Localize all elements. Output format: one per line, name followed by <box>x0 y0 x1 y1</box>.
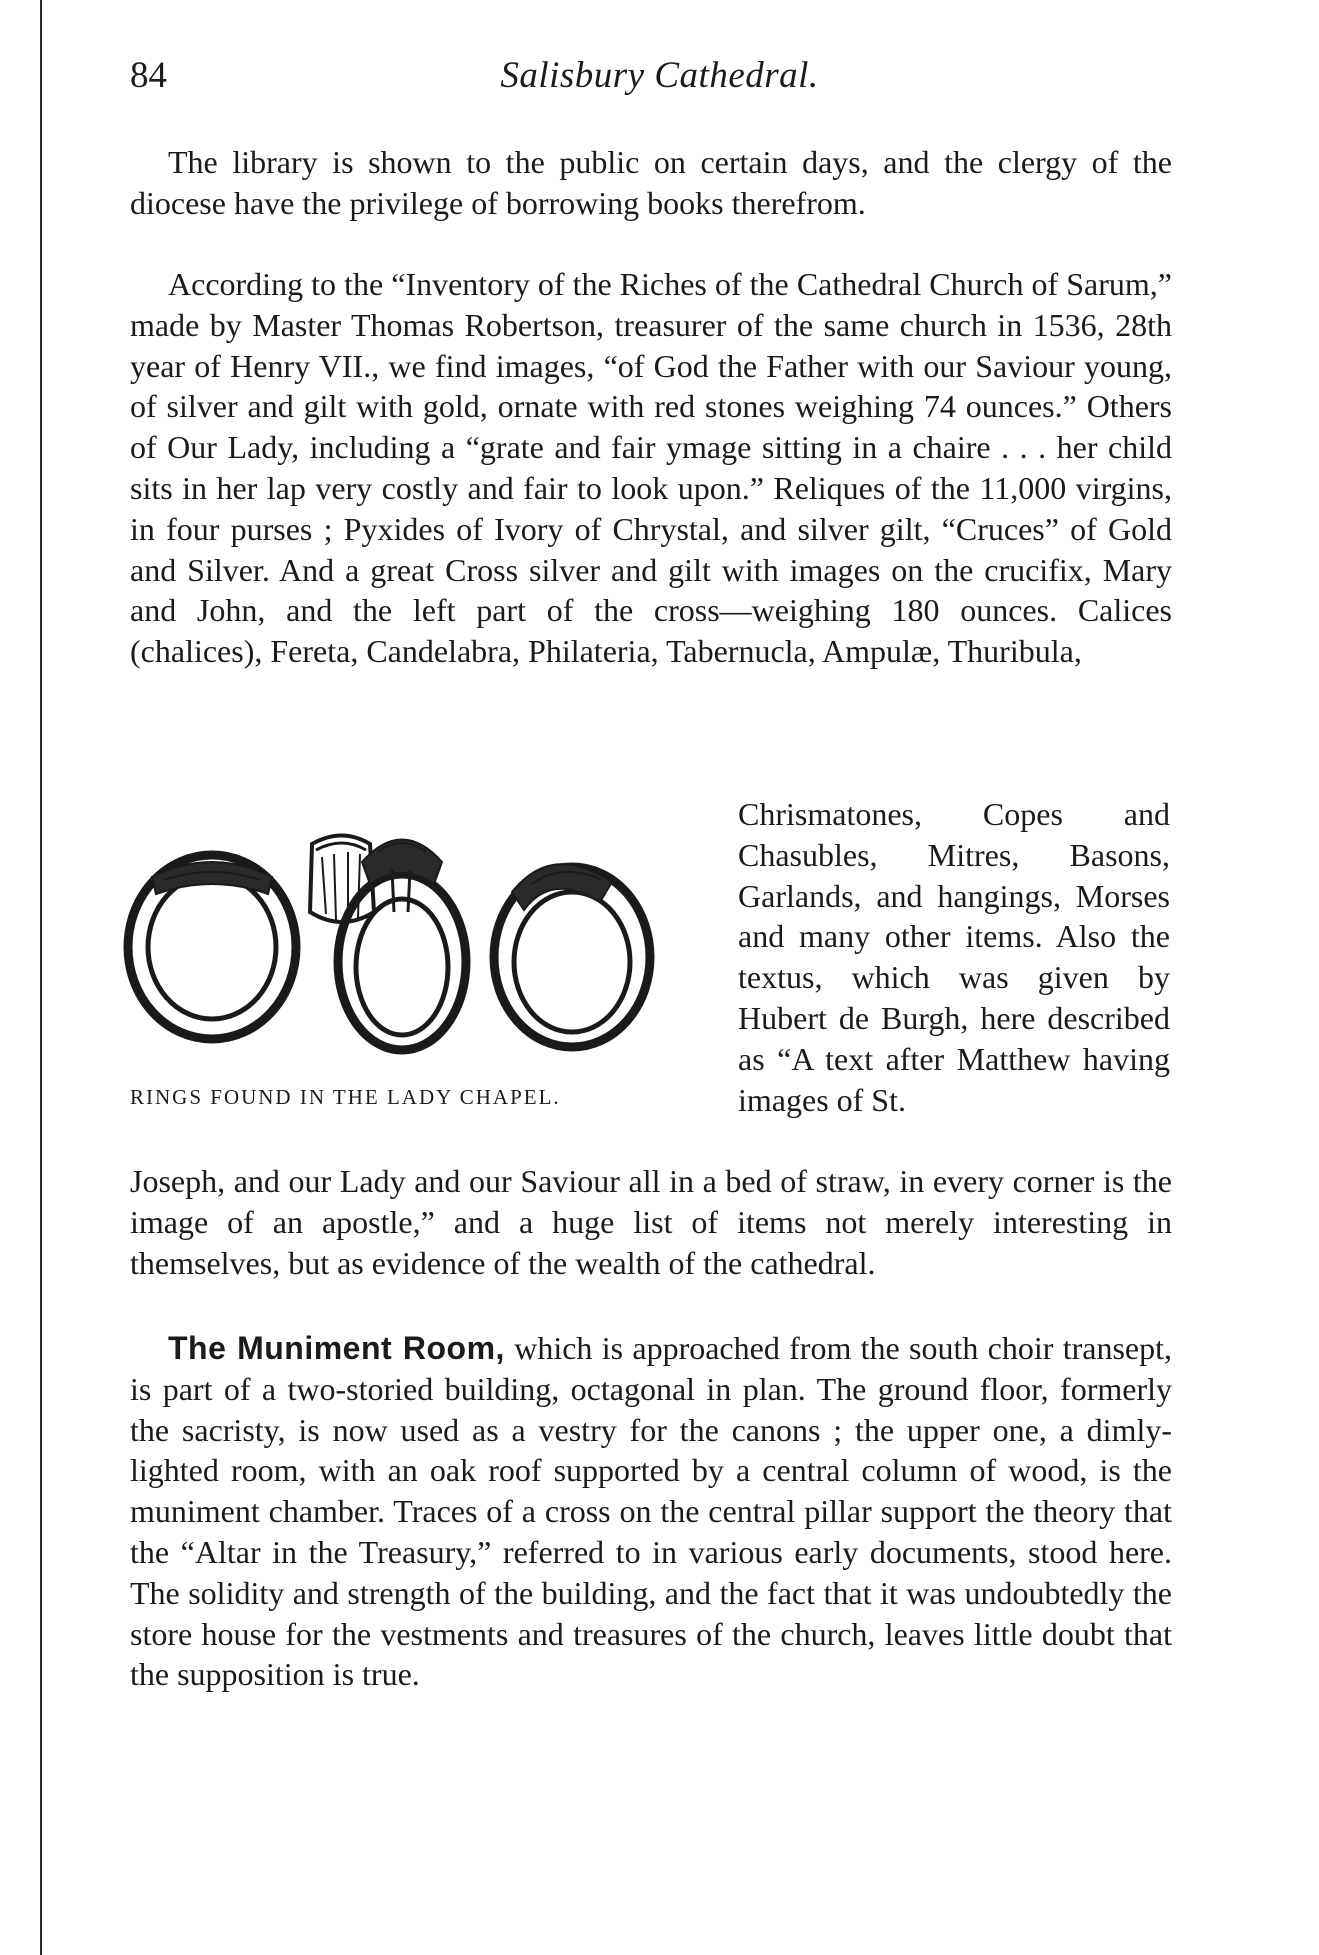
ring-four <box>494 864 650 1047</box>
paragraph-inventory-continued: Joseph, and our Lady and our Saviour all in a bed of straw, in every corner is the image of an apostle,” and a huge list of items not merely interesting in themselves, but as evidence of the wealth of the cathedral. <box>130 1163 1172 1281</box>
ring-three <box>338 840 466 1051</box>
paragraph-inventory: According to the “Inventory of the Riches of the Cathedral Church of Sarum,” made by Master Thomas Robertson, treasurer of the same church in 1536, 28th year of Henry VII., we find images, “of God the Father with our Saviour young, of silver and gilt with gold, ornate with red stones weighing 74 ounces.” Others of Our Lady, including a “grate and fair ymage sitting in a chaire . . . her child sits in her lap very costly and fair to look upon.” Reliques of the 11,000 virgins, in four purses ; Pyxides of Ivory of Chrystal, and silver gilt, “Cruces” of Gold and Silver. And a great Cross silver and gilt with images on the crucifix, Mary and John, and the left part of the cross—weighing 180 ounces. Calices (chalices), Fereta, Candelabra, Philateria, Tabernucla, Ampulæ, Thuribula, <box>130 266 1172 670</box>
paragraph-muniment-room <box>130 1328 1172 1695</box>
page-number: 84 <box>130 55 167 96</box>
muniment-room-body: which is approached from the south choir transept, is part of a two-storied building, octagonal in plan. The ground floor, formerly the sacristy, is now used as a vestry for the canons ; the upper one, a dimly-lighted room, with an oak roof supported by a central column of wood, is the muniment chamber. Traces of a cross on the central pillar support the theory that the “Altar in the Treasury,” referred to in various early documents, stood here. The solidity and strength of the building, and the fact that it was undoubtedly the store house for the vestments and treasures of the church, leaves little doubt that the supposition is true. <box>130 1330 1173 1693</box>
ring-one <box>128 855 296 1039</box>
figure-caption: RINGS FOUND IN THE LADY CHAPEL. <box>130 1085 561 1109</box>
running-title: Salisbury Cathedral. <box>500 55 819 96</box>
paragraph-inventory-side: Chrismatones, Copes and Chasubles, Mitres, Basons, Garlands, and hangings, Morses and many other items. Also the textus, which was given by Hubert de Burgh, here described as “A text after Matthew having images of St. <box>738 796 1170 1118</box>
ring-two-stone <box>310 836 374 923</box>
rings-illustration <box>112 822 692 1062</box>
rings-drawing <box>112 822 692 1062</box>
muniment-room-heading: The Muniment Room, <box>168 1330 505 1366</box>
paragraph-library: The library is shown to the public on certain days, and the clergy of the diocese have the privilege of borrowing books therefrom. <box>130 144 1172 221</box>
page-edge-line <box>40 0 42 1955</box>
